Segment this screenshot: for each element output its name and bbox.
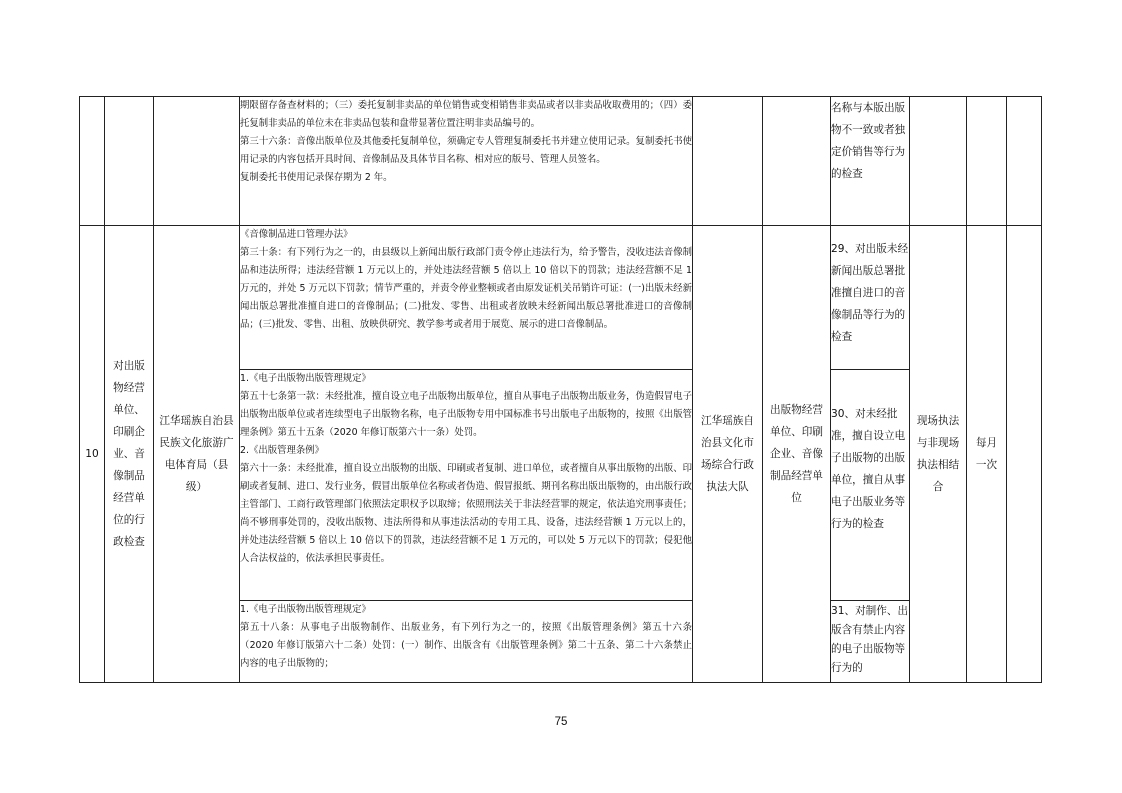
frequency-cell: 每月一次	[967, 226, 1007, 683]
basis-cell: 1.《电子出版物出版管理规定》 第五十八条：从事电子出版物制作、出版业务，有下列行为之一的，按照《出版管理条例》第五十六条（2020 年修订版第六十二条）处罚：(一）制作、出版含有《出版管理条例》第二十五条、第二十六条禁止内容的电子出版物的；	[240, 601, 693, 683]
method-cell: 现场执法与非现场执法相结合	[910, 226, 967, 683]
basis-cell: 期限留存备查材料的；（三）委托复制非卖品的单位销售或变相销售非卖品或者以非卖品收取费用的；（四）委托复制非卖品的单位未在非卖品包装和盘带显著位置注明非卖品编号的。 第三十六条：音像出版单位及其他委托复制单位，须确定专人管理复制委托书并建立使用记录。复制委托书使用记录的内容包括开具时间、音像制品及具体节目名称、相对应的版号、管理人员签名。 复制委托书使用记录保存期为 2 年。	[240, 97, 693, 226]
agency-cell	[154, 97, 240, 226]
executor-cell: 江华瑶族自治县文化市场综合行政执法大队	[693, 226, 763, 683]
frequency-cell	[967, 97, 1007, 226]
item-cell: 30、对未经批准，擅自设立电子出版物的出版单位，擅自从事电子出版业务等行为的检查	[831, 370, 910, 601]
seq-cell	[80, 97, 105, 226]
target-cell	[763, 97, 831, 226]
remark-cell	[1007, 226, 1042, 683]
table-row-continued	[80, 97, 1042, 226]
page-number: 75	[554, 716, 568, 728]
target-cell: 出版物经营单位、印刷企业、音像制品经营单位	[763, 226, 831, 683]
executor-cell	[693, 97, 763, 226]
basis-cell: 1.《电子出版物出版管理规定》 第五十七条第一款：未经批准，擅自设立电子出版物出版单位，擅自从事电子出版物出版业务，伪造假冒电子出版物出版单位或者连续型电子出版物名称，电子出版物专用中国标准书号出版电子出版物的，按照《出版管理条例》第五十五条（2020 年修订版第六十一条）处罚。 2.《出版管理条例》 第六十一条：未经批准，擅自设立出版物的出版、印刷或者复制、进口单位，或者擅自从事出版物的出版、印刷或者复制、进口、发行业务，假冒出版单位名称或者伪造、假冒报纸、期刊名称出版出版物的，由出版行政主管部门、工商行政管理部门依照法定职权予以取缔；依照刑法关于非法经营罪的规定，依法追究刑事责任；尚不够刑事处罚的，没收出版物、违法所得和从事违法活动的专用工具、设备，违法经营额 1 万元以上的，并处违法经营额 5 倍以上 10 倍以下的罚款，违法经营额不足 1 万元的，可以处 5 万元以下的罚款；侵犯他人合法权益的，依法承担民事责任。	[240, 370, 693, 601]
category-cell	[105, 97, 154, 226]
item-cell: 名称与本版出版物不一致或者独定价销售等行为的检查	[831, 97, 910, 226]
table-row-10	[80, 226, 1042, 370]
agency-cell: 江华瑶族自治县民族文化旅游广电体育局（县级）	[154, 226, 240, 683]
item-cell: 31、对制作、出版含有禁止内容的电子出版物等行为的	[831, 601, 910, 683]
category-cell: 对出版物经营单位、印刷企业、音像制品经营单位的行政检查	[105, 226, 154, 683]
remark-cell	[1007, 97, 1042, 226]
inspection-table	[79, 96, 1042, 683]
method-cell	[910, 97, 967, 226]
basis-cell: 《音像制品进口管理办法》 第三十条：有下列行为之一的，由县级以上新闻出版行政部门责令停止违法行为，给予警告，没收违法音像制品和违法所得；违法经营额 1 万元以上的，并处违法经营额 5 倍以上 10 倍以下的罚款；违法经营额不足 1 万元的，并处 5 万元以下罚款；情节严重的，并责令停业整顿或者由原发证机关吊销许可证：(一)出版未经新闻出版总署批准擅自进口的音像制品；(二)批发、零售、出租或者放映未经新闻出版总署批准进口的音像制品；(三)批发、零售、出租、放映供研究、教学参考或者用于展览、展示的进口音像制品。	[240, 226, 693, 370]
seq-cell: 10	[80, 226, 105, 683]
item-cell: 29、对出版未经新闻出版总署批准擅自进口的音像制品等行为的检查	[831, 226, 910, 370]
